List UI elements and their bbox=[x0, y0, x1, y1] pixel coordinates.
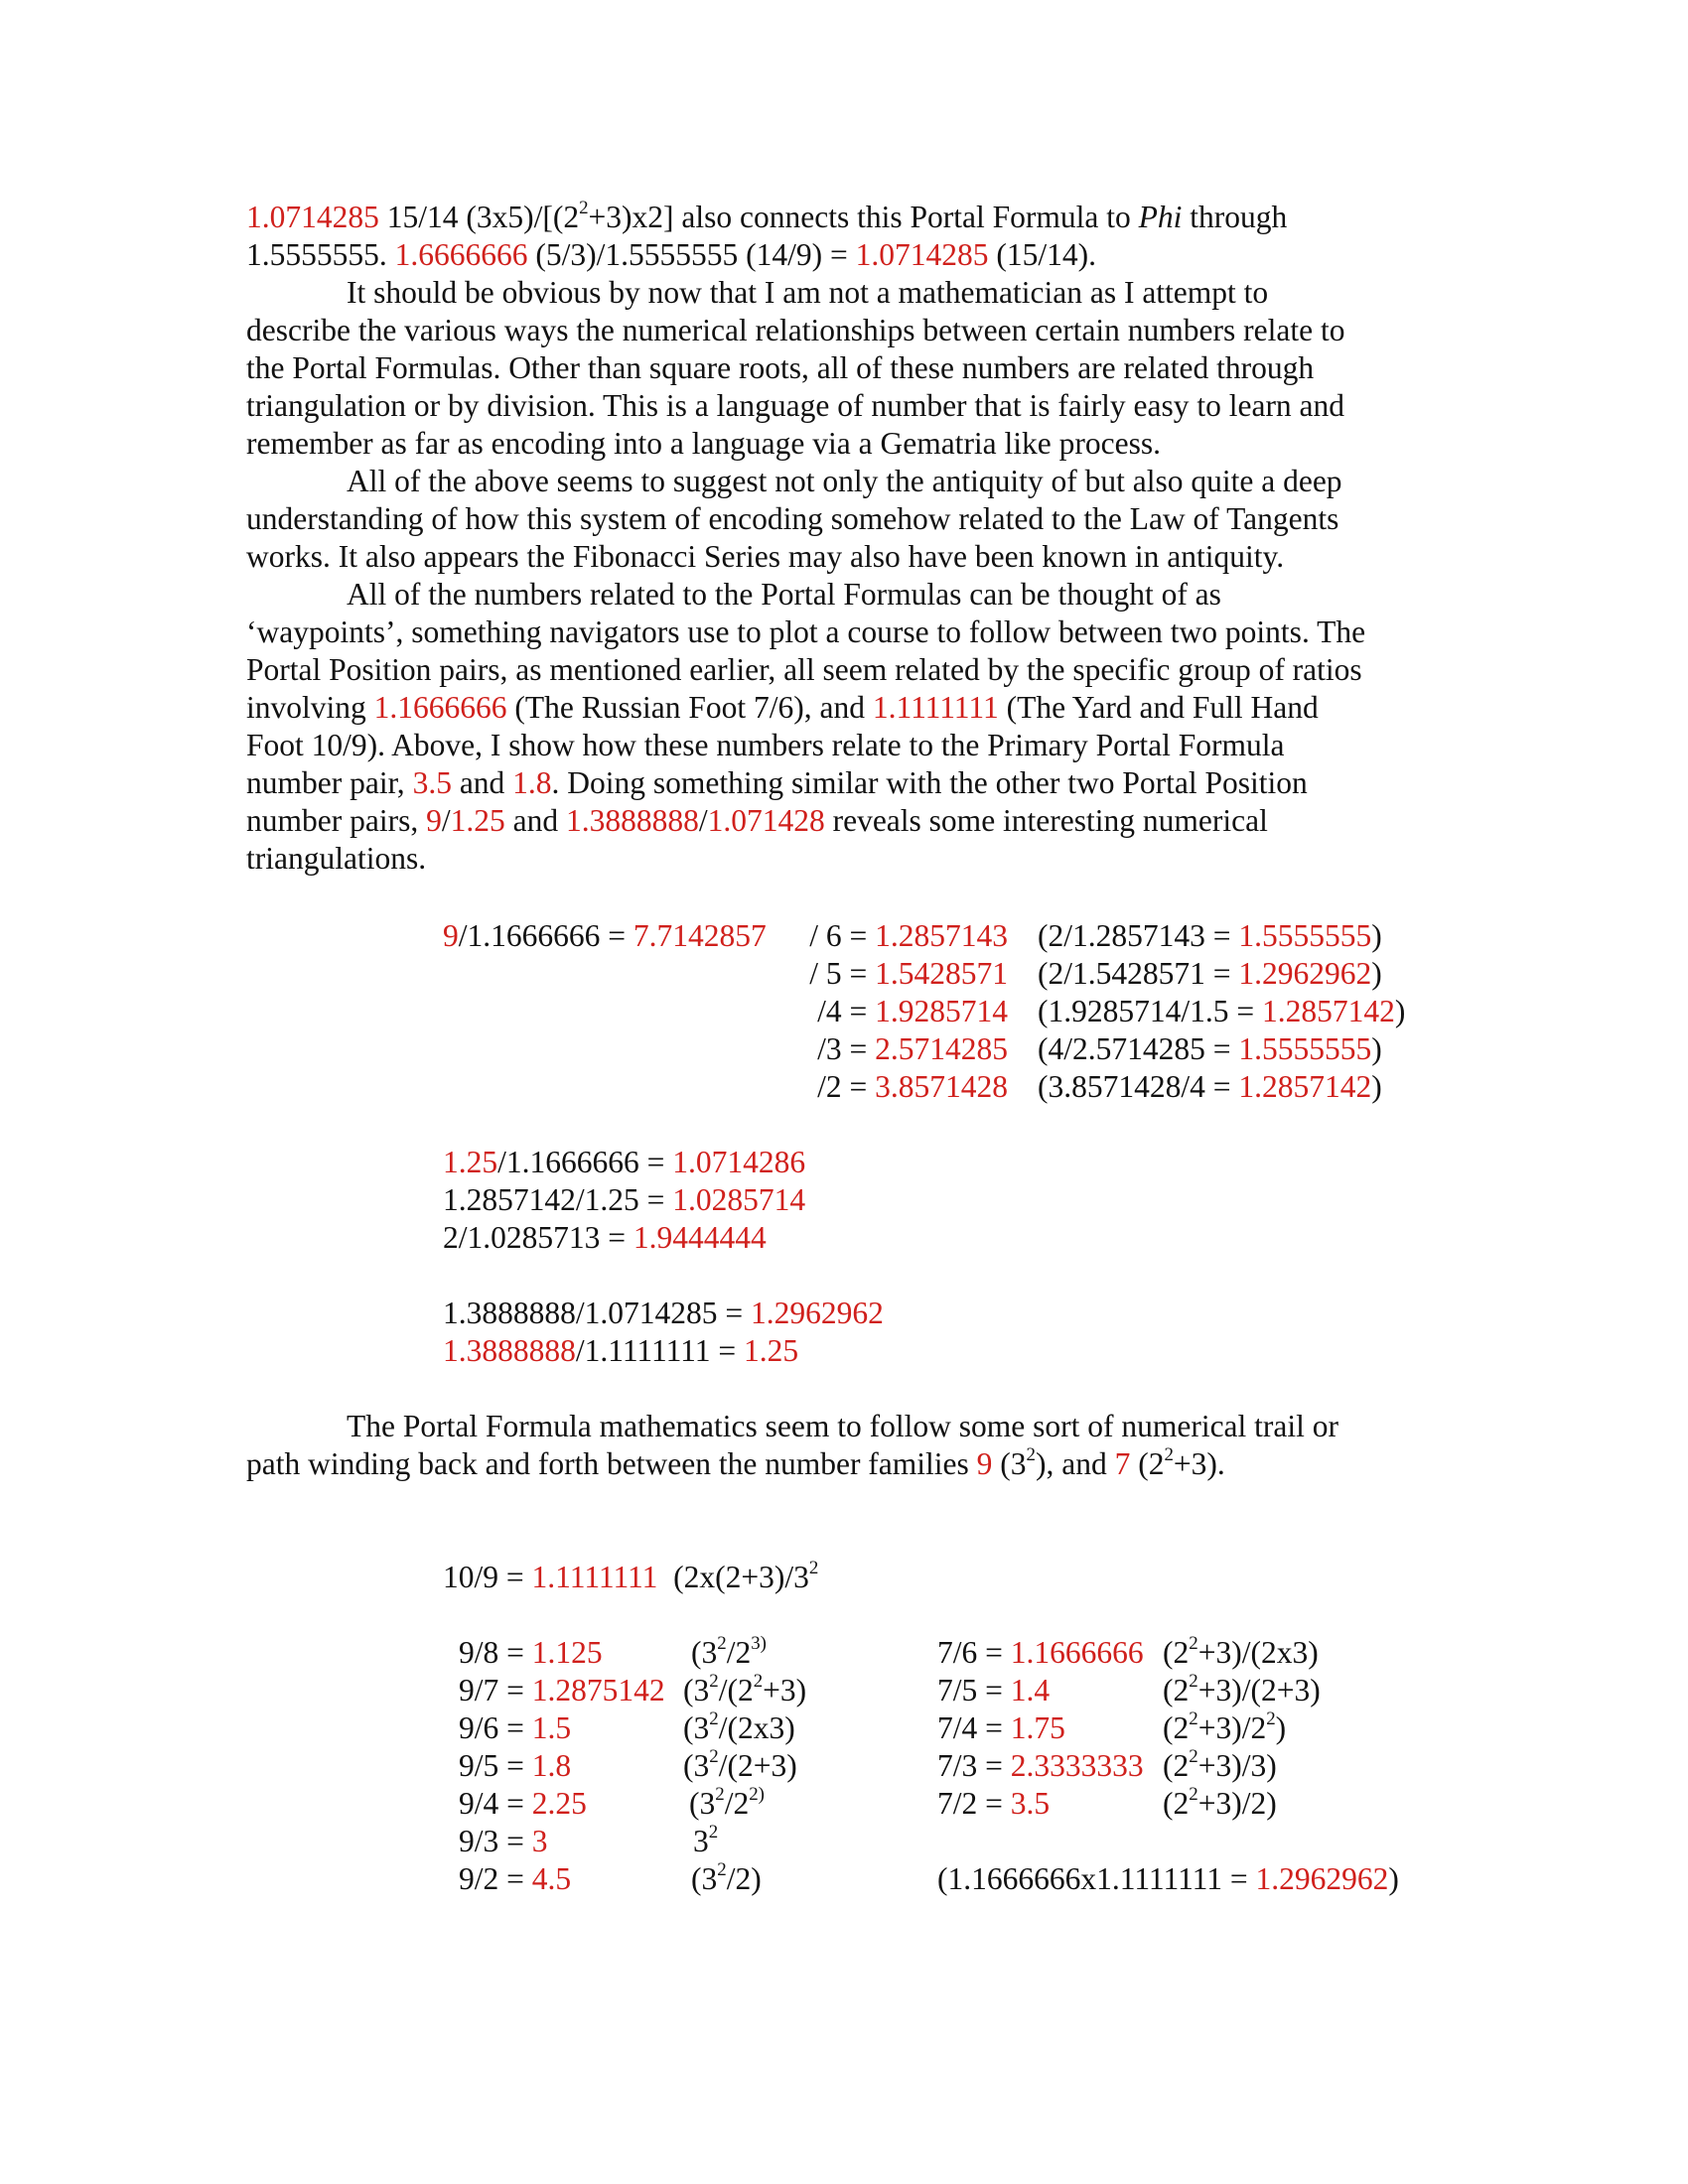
para4-line: All of the numbers related to the Portal Formulas can be thought of as bbox=[347, 577, 1221, 612]
equation-line: 1.3888888/1.0714285 = 1.2962962 bbox=[443, 1296, 884, 1330]
division-result: /2 = 3.8571428 bbox=[817, 1069, 1008, 1104]
nines-formula: ($3^2/2^{2)}$ bbox=[689, 1783, 765, 1821]
sevens-row: 7/2 = 3.5 bbox=[937, 1786, 1051, 1821]
para2-line: It should be obvious by now that I am not a mathematician as I attempt to bbox=[347, 275, 1269, 310]
nines-row: 9/6 = 1.5 bbox=[459, 1710, 572, 1745]
division-note: (4/2.5714285 = 1.5555555) bbox=[1038, 1031, 1382, 1066]
para4-line: involving 1.1666666 (The Russian Foot 7/6), and 1.1111111 (The Yard and Full Hand bbox=[246, 690, 1319, 725]
para4-line: number pairs, 9/1.25 and 1.3888888/1.071428 reveals some interesting numerical bbox=[246, 803, 1268, 838]
para3-line: understanding of how this system of encoding somehow related to the Law of Tangents bbox=[246, 501, 1339, 536]
division-result: / 6 = 1.2857143 bbox=[809, 918, 1008, 953]
sevens-row: 7/3 = 2.3333333 bbox=[937, 1748, 1144, 1783]
sevens-formula: $(2^2+3)/3$) bbox=[1163, 1745, 1277, 1783]
nines-row: 9/2 = 4.5 bbox=[459, 1861, 572, 1896]
para5-line: The Portal Formula mathematics seem to follow some sort of numerical trail or bbox=[347, 1409, 1339, 1443]
equation-group-1 bbox=[443, 1144, 805, 1257]
division-note: (2/1.5428571 = 1.2962962) bbox=[1038, 956, 1382, 991]
para2-line: describe the various ways the numerical relationships between certain numbers relate to bbox=[246, 313, 1345, 347]
ten-ninths-equation: 10/9 = 1.1111111 ($2x(2+3)/3^2$ bbox=[443, 1557, 819, 1594]
division-result: /4 = 1.9285714 bbox=[817, 994, 1008, 1028]
equation-line: 1.25/1.1666666 = 1.0714286 bbox=[443, 1145, 806, 1179]
nines-row: 9/8 = 1.125 bbox=[459, 1635, 603, 1670]
division-note: (3.8571428/4 = 1.2857142) bbox=[1038, 1069, 1382, 1104]
para2-line: triangulation or by division. This is a language of number that is fairly easy to learn and bbox=[246, 388, 1345, 423]
division-note: (2/1.2857143 = 1.5555555) bbox=[1038, 918, 1382, 953]
sevens-formula: $(2^2+3)/(2x3)$ bbox=[1163, 1632, 1319, 1670]
nines-formula: ($3^2/(2^2+3)$ bbox=[683, 1670, 807, 1707]
nines-formula: ($3^2/(2x3)$ bbox=[683, 1707, 795, 1745]
para5-line: path winding back and forth between the number families 9 $(3^2)$, and 7 $(2^2+3)$. bbox=[246, 1443, 1225, 1481]
nines-row: 9/7 = 1.2875142 bbox=[459, 1673, 665, 1707]
sevens-row: 7/4 = 1.75 bbox=[937, 1710, 1065, 1745]
equation-line: 1.2857142/1.25 = 1.0285714 bbox=[443, 1182, 806, 1217]
nines-row: 9/4 = 2.25 bbox=[459, 1786, 587, 1821]
para3-line: works. It also appears the Fibonacci Series may also have been known in antiquity. bbox=[246, 539, 1285, 574]
nines-formula: ($3^2/(2+3)$ bbox=[683, 1745, 797, 1783]
para3-line: All of the above seems to suggest not only the antiquity of but also quite a deep bbox=[347, 464, 1342, 498]
sevens-row: 7/5 = 1.4 bbox=[937, 1673, 1051, 1707]
nines-formula: $(3^2/2)$ bbox=[691, 1858, 762, 1896]
para4-line: Foot 10/9). Above, I show how these numbers relate to the Primary Portal Formula bbox=[246, 728, 1285, 762]
number-families-paragraph bbox=[246, 1408, 1458, 1483]
product-equation: (1.1666666x1.1111111 = 1.2962962) bbox=[937, 1861, 1399, 1896]
para4-line: ‘waypoints’, something navigators use to plot a course to follow between two points. The bbox=[246, 614, 1366, 649]
sevens-formula: $(2^2+3)/(2+3)$ bbox=[1163, 1670, 1321, 1707]
equation-line: 1.3888888/1.1111111 = 1.25 bbox=[443, 1333, 799, 1368]
sevens-formula: $(2^2+3)/2$) bbox=[1163, 1783, 1277, 1821]
nines-row: 9/3 = 3 bbox=[459, 1824, 548, 1858]
division-result: /3 = 2.5714285 bbox=[817, 1031, 1008, 1066]
para2-line: remember as far as encoding into a language via a Gematria like process. bbox=[246, 426, 1161, 461]
sevens-formula: $(2^2+3)/2^2$) bbox=[1163, 1707, 1287, 1745]
nines-row: 9/5 = 1.8 bbox=[459, 1748, 572, 1783]
division-head: 9/1.1666666 = 7.7142857 bbox=[443, 918, 767, 953]
para4-line: Portal Position pairs, as mentioned earlier, all seem related by the specific group of ratios bbox=[246, 652, 1362, 687]
para4-line: number pair, 3.5 and 1.8. Doing something similar with the other two Portal Position bbox=[246, 765, 1308, 800]
division-result: / 5 = 1.5428571 bbox=[809, 956, 1008, 991]
division-note: (1.9285714/1.5 = 1.2857142) bbox=[1038, 994, 1406, 1028]
body-text bbox=[246, 199, 1458, 878]
equation-group-2 bbox=[443, 1295, 884, 1370]
sevens-row: 7/6 = 1.1666666 bbox=[937, 1635, 1144, 1670]
nines-formula: ($3^2/2^{3)}$ bbox=[691, 1632, 767, 1670]
equation-line: 2/1.0285713 = 1.9444444 bbox=[443, 1220, 767, 1255]
para1-line1: 1.0714285 15/14 $(3x5)/[(2^2+3)x2]$ also connects this Portal Formula to Phi through bbox=[246, 197, 1288, 234]
nines-formula: $3^2$ bbox=[693, 1821, 719, 1858]
para4-line: triangulations. bbox=[246, 841, 427, 876]
para2-line: the Portal Formulas. Other than square roots, all of these numbers are related through bbox=[246, 350, 1315, 385]
para1-line2: 1.5555555. 1.6666666 (5/3)/1.5555555 (14/9) = 1.0714285 (15/14). bbox=[246, 237, 1096, 272]
